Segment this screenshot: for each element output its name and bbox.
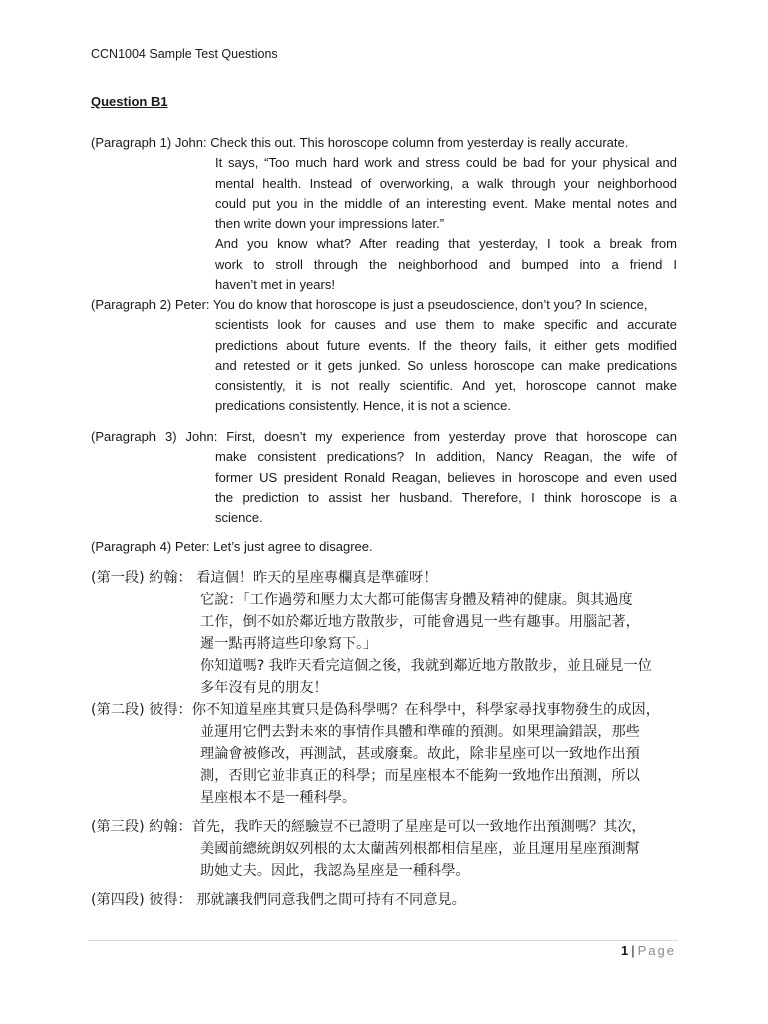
paragraph-line: And you know what? After reading that yesterday, I took a break from	[215, 236, 677, 252]
page-footer	[621, 943, 676, 958]
paragraph-line: science.	[215, 510, 263, 526]
paragraph-line: 測，否則它並非真正的科學；而星座根本不能夠一致地作出預測，所以	[200, 768, 640, 784]
paragraph-line: then write down your impressions later.”	[215, 216, 445, 232]
paragraph-line: mental health. Instead of overworking, a walk through your neighborhood	[215, 175, 677, 191]
paragraph-line: 遲一點再將這些印象寫下。」	[200, 636, 378, 652]
paragraph-line: consistently, it is not really scientific. And yet, horoscope cannot make	[215, 378, 677, 394]
paragraph-line: and retested or it gets junked. So unless horoscope can make predications	[215, 357, 677, 373]
paragraph-line: former US president Ronald Reagan, believes in horoscope and even used	[215, 469, 677, 485]
paragraph-line: It says, “Too much hard work and stress could be bad for your physical and	[215, 155, 677, 171]
chinese-paragraph-2	[91, 699, 691, 809]
footer-separator: |	[631, 943, 635, 958]
paragraph-line: 它說：「工作過勞和壓力太大都可能傷害身體及精神的健康。與其過度	[200, 592, 633, 608]
question-title: Question B1	[91, 94, 168, 109]
page-number: 1	[621, 943, 629, 958]
paragraph-line: 你知道嗎? 我昨天看完這個之後，我就到鄰近地方散散步，並且碰見一位	[200, 658, 652, 674]
chinese-paragraph-1	[91, 567, 691, 699]
page-word: Page	[637, 943, 676, 958]
document-header: CCN1004 Sample Test Questions	[91, 47, 278, 61]
paragraph-lead: (Paragraph 4) Peter: Let’s just agree to disagree.	[91, 539, 373, 554]
paragraph-line: make consistent predications? In addition, Nancy Reagan, the wife of	[215, 449, 677, 465]
footer-divider	[88, 940, 678, 941]
paragraph-line: 理論會被修改，再測試，甚或廢棄。故此，除非星座可以一致地作出預	[200, 746, 640, 762]
paragraph-lead: (Paragraph 2) Peter: You do know that horoscope is just a pseudoscience, don’t you? In science,	[91, 297, 648, 312]
english-paragraph-2	[91, 295, 677, 417]
paragraph-line: could put you in the middle of an interesting event. Make mental notes and	[215, 195, 677, 211]
paragraph-line: work to stroll through the neighborhood and bumped into a friend I	[215, 256, 677, 272]
paragraph-line: scientists look for causes and use them to make specific and accurate	[215, 317, 677, 333]
paragraph-lead: (Paragraph 3) John: First, doesn’t my experience from yesterday prove that horoscope can	[91, 429, 677, 444]
chinese-paragraph-4	[91, 889, 691, 911]
paragraph-line: predictions about future events. If the theory fails, it either gets modified	[215, 337, 677, 353]
paragraph-line: 助她丈夫。因此，我認為星座是一種科學。	[200, 863, 470, 879]
paragraph-line: 美國前總統朗奴列根的太太蘭茜列根都相信星座，並且運用星座預測幫	[200, 841, 640, 857]
paragraph-lead: (第一段) 約翰： 看這個！昨天的星座專欄真是準確呀！	[91, 570, 438, 586]
paragraph-line: 星座根本不是一種科學。	[200, 790, 357, 806]
paragraph-line: predications consistently. Hence, it is not a science.	[215, 398, 512, 414]
paragraph-line: 工作，倒不如於鄰近地方散散步，可能會遇見一些有趣事。用腦記著，	[200, 614, 640, 630]
paragraph-line: the prediction to assist her husband. Therefore, I think horoscope is a	[215, 489, 677, 505]
chinese-paragraph-3	[91, 816, 691, 882]
paragraph-lead: (第四段) 彼得： 那就讓我們同意我們之間可持有不同意見。	[91, 892, 466, 908]
paragraph-line: 多年沒有見的朋友！	[200, 680, 328, 696]
paragraph-lead: (第三段) 約翰：首先，我昨天的經驗豈不已證明了星座是可以一致地作出預測嗎？其次，	[91, 819, 646, 835]
english-paragraph-3	[91, 427, 677, 528]
paragraph-line: haven’t met in years!	[215, 277, 335, 293]
paragraph-lead: (Paragraph 1) John: Check this out. This horoscope column from yesterday is really accurate.	[91, 135, 629, 150]
paragraph-line: 並運用它們去對未來的事情作具體和準確的預測。如果理論錯誤，那些	[200, 724, 640, 740]
paragraph-lead: (第二段) 彼得：你不知道星座其實只是偽科學嗎？在科學中，科學家尋找事物發生的成因，	[91, 702, 660, 718]
english-paragraph-4	[91, 537, 677, 557]
english-paragraph-1	[91, 133, 677, 295]
